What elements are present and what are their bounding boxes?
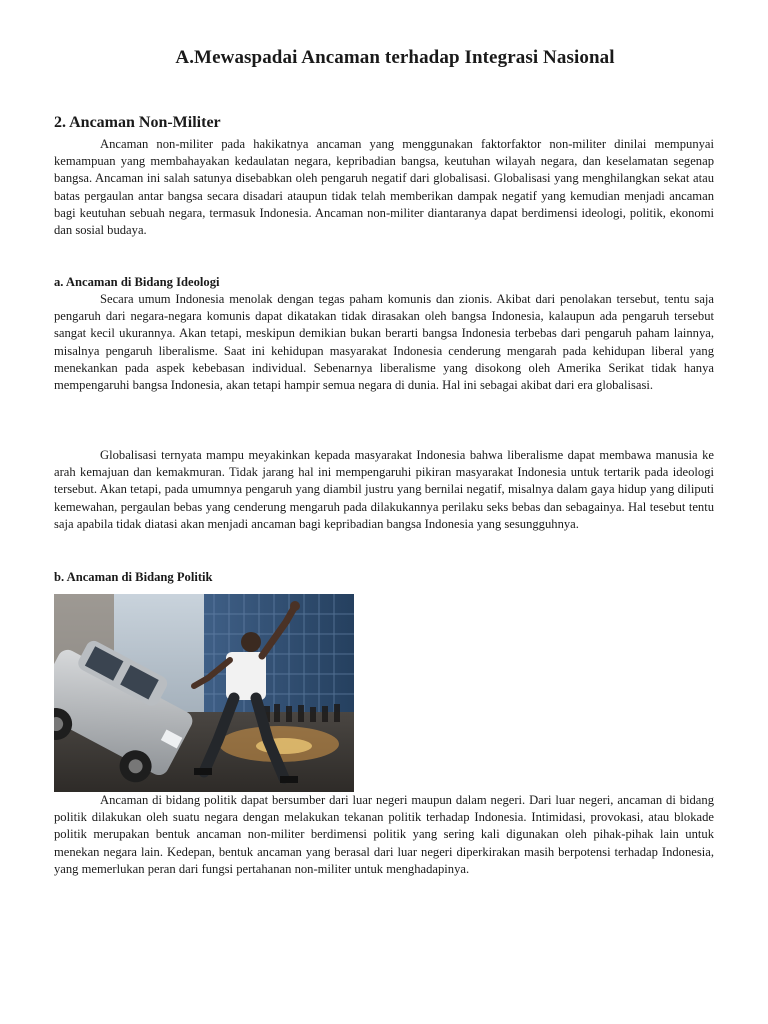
subheading-politik: b. Ancaman di Bidang Politik (54, 570, 213, 584)
page-title: A.Mewaspadai Ancaman terhadap Integrasi Nasional (175, 47, 615, 68)
riot-photo-illustration (54, 594, 354, 792)
subheading-ideologi: a. Ancaman di Bidang Ideologi (54, 275, 220, 289)
intro-paragraph: Ancaman non-militer pada hakikatnya ancaman yang menggunakan faktorfaktor non-militer dinilai mempunyai kemampuan yang membahayakan kedaulatan negara, kepribadian bangsa, keutuhan wilayah negara, dan keselamatan segenap bangsa. Ancaman ini salah satunya disebabkan oleh pengaruh negatif dari globalisasi. Globalisasi yang menghilangkan sekat atau batas pergaulan antar bangsa secara disadari ataupun tidak telah memberikan dampak negatif yang kemudian menjadi ancaman bagi keutuhan sebuah negara, termasuk Indonesia. Ancaman non-militer diantaranya dapat berdimensi ideologi, politik, ekonomi dan sosial budaya. (54, 137, 714, 238)
riot-photo (54, 594, 354, 792)
ideologi-paragraph-1: Secara umum Indonesia menolak dengan tegas paham komunis dan zionis. Akibat dari penolakan tersebut, tentu saja pengaruh dari negara-negara komunis dapat dikatakan tidak dirasakan oleh bangsa Indonesia, kalaupun ada pengaruh tersebut sangat kecil ukurannya. Akan tetapi, meskipun demikian bukan berarti bangsa Indonesia terbebas dari pengaruh paham lainnya, misalnya pengaruh liberalisme. Saat ini kehidupan masyarakat Indonesia cenderung mengarah pada kehidupan liberal yang menekankan pada aspek kebebasan individual. Sebenarnya liberalisme yang disokong oleh Amerika Serikat tidak hanya mempengaruhi bangsa Indonesia, akan tetapi hampir semua negara di dunia. Hal ini sebagai akibat dari era globalisasi. (54, 292, 714, 393)
section-heading-non-militer: 2. Ancaman Non-Militer (54, 114, 221, 131)
ideologi-paragraph-2: Globalisasi ternyata mampu meyakinkan kepada masyarakat Indonesia bahwa liberalisme dapat membawa manusia ke arah kemajuan dan kemakmuran. Tidak jarang hal ini mempengaruhi pikiran masyarakat Indonesia untuk tertarik pada ideologi tersebut. Akan tetapi, pada umumnya pengaruh yang diambil justru yang bernilai negatif, misalnya dalam gaya hidup yang diliputi kemewahan, pergaulan bebas yang cenderung mengaruh pada dilakukannya perilaku seks bebas dan sebagainya. Hal tesebut tentu saja apabila tidak diatasi akan menjadi ancaman bagi kepribadian bangsa Indonesia yang sesungguhnya. (54, 448, 714, 531)
politik-paragraph-1: Ancaman di bidang politik dapat bersumber dari luar negeri maupun dalam negeri. Dari luar negeri, ancaman di bidang politik dilakukan oleh suatu negara dengan melakukan tekanan politik terhadap Indonesia. Intimidasi, provokasi, atau blokade politik merupakan bentuk ancaman non-militer berdimensi politik yang sering kali digunakan oleh pihak-pihak lain untuk menekan negara lain. Kedepan, bentuk ancaman yang berasal dari luar negeri diperkirakan masih berpotensi terhadap Indonesia, yang memerlukan peran dari fungsi pertahanan non-militer untuk menghadapinya. (54, 793, 714, 876)
